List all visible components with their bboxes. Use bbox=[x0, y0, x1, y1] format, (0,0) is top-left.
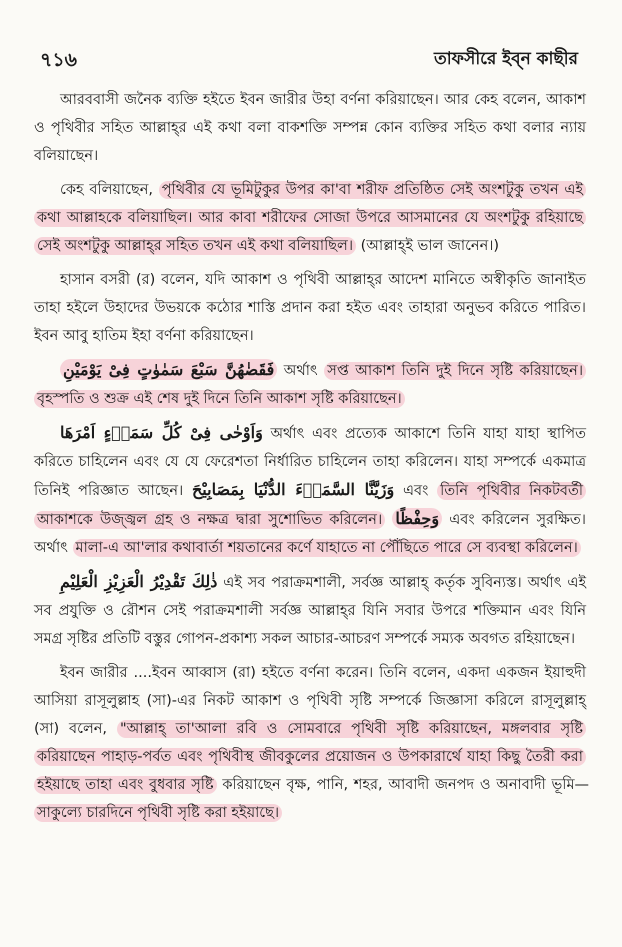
paragraph-7-mid: করিয়াছেন বৃক্ষ, পানি, শহর, আবাদী জনপদ ও অনাবাদী ভূমি— bbox=[216, 777, 590, 793]
paragraph-5 bbox=[34, 419, 586, 562]
paragraph-4-lead: অর্থাৎ bbox=[277, 363, 325, 379]
paragraph-4 bbox=[34, 356, 586, 413]
paragraph-2-lead: কেহ বলিয়াছেন, bbox=[60, 182, 159, 198]
running-title: তাফসীরে ইব্‌ন কাছীর bbox=[433, 49, 578, 69]
paragraph-7-lead: ইবন জারীর ....ইবন আব্বাস (রা) হইতে বর্ণনা করেন। তিনি বলেন, একদা একজন ইয়াহুদী আসিয়া রাসূলুল্লাহ (সা)-এর নিকট আকাশ ও পৃথিবী সৃষ্টি সম্পর্কে জিজ্ঞাসা করিলে রাসূলুল্লাহ্ (সা) বলেন, bbox=[34, 665, 586, 737]
paragraph-6 bbox=[34, 568, 586, 653]
paragraph-7 bbox=[34, 659, 590, 827]
arabic-word-protection: وَحِفْظًا bbox=[392, 508, 442, 529]
arabic-verse-seven-heavens: فَقَضٰهُنَّ سَبْعَ سَمٰوٰتٍ فِىْ يَوْمَيْنِ bbox=[60, 359, 277, 380]
paragraph-3 bbox=[34, 266, 586, 350]
highlight-kaba-earth-sky: পৃথিবীর যে ভূমিটুকুর উপর কা'বা শরীফ প্রতিষ্ঠিত সেই অংশটুকু তখন এই কথা আল্লাহকে বলিয়াছিল। আর কাবা শরীফের সোজা উপরে আসমানের যে অংশটুকু রহিয়াছে সেই অংশটুকু আল্লাহ্‌র সহিত তখন এই কথা বলিয়াছিল। bbox=[34, 181, 586, 255]
paragraph-1 bbox=[34, 86, 586, 170]
paragraph-5-text-b: এবং bbox=[394, 483, 438, 499]
page-number: ৭১৬ bbox=[40, 49, 78, 71]
paragraph-1-text: আরববাসী জনৈক ব্যক্তি হইতে ইবন জারীর উহা বর্ণনা করিয়াছেন। আর কেহ বলেন, আকাশ ও পৃথিবীর সহিত আল্লাহ্‌র এই কথা বলা বাকশক্তি সম্পন্ন কোন ব্যক্তির সহিত কথা বলার ন্যায় বলিয়াছেন। bbox=[34, 92, 586, 164]
paragraph-3-text: হাসান বসরী (র) বলেন, যদি আকাশ ও পৃথিবী আল্লাহ্‌র আদেশ মানিতে অস্বীকৃতি জানাইত তাহা হইলে উহাদের উভয়কে কঠোর শাস্তি প্রদান করা হইত এবং তাহারা অনুভব করিতে পারিত। ইবন আবু হাতিম ইহা বর্ণনা করিয়াছেন। bbox=[34, 272, 586, 344]
paragraph-6-text: এই সব পরাক্রমশালী, সর্বজ্ঞ আল্লাহ্ কর্তৃক সুবিন্যস্ত। অর্থাৎ এই সব প্রযুক্তি ও রৌশন সেই পরাক্রমশালী সর্বজ্ঞ আল্লাহ্‌র যিনি সবার উপরে শক্তিমান এবং যিনি সমগ্র সৃষ্টির প্রতিটি বস্তুর গোপন-প্রকাশ্য সকল আচার-আচরণ সম্পর্কে সম্যক অবগত রহিয়াছেন। bbox=[34, 575, 586, 647]
paragraph-2-tail: (আল্লাহ্‌ই ভাল জানেন।) bbox=[356, 238, 500, 254]
highlight-lower-heaven: তিনি পৃথিবীর নিকটবর্তী আকাশকে উজ্জ্বল গ্রহ ও নক্ষত্র দ্বারা সুশোভিত করিলেন। bbox=[34, 482, 586, 529]
paragraph-5-text-c: এবং করিলেন সুরক্ষিত। অর্থাৎ bbox=[34, 512, 586, 556]
arabic-verse-decree: ذٰلِكَ تَقْدِيْرُ الْعَزِيْزِ الْعَلِيْمِ bbox=[60, 572, 218, 591]
highlight-seven-heavens: সপ্ত আকাশ তিনি দুই দিনে সৃষ্টি করিয়াছেন। বৃহস্পতি ও শুক্র এই শেষ দুই দিনে তিনি আকাশ সৃষ্টি করিয়াছেন। bbox=[34, 362, 586, 408]
page-header bbox=[40, 46, 578, 76]
paragraph-2 bbox=[34, 176, 586, 260]
arabic-verse-adorned-lamps: وَزَيَّنَّا السَّمَاۤءَ الدُّنْيَا بِمَصَابِيْحَ bbox=[191, 480, 395, 499]
highlight-devils-barred: মালা-এ আ'লার কথাবার্তা শয়তানের কর্ণে যাহাতে না পৌঁছিতে পারে সে ব্যবস্থা করিলেন। bbox=[73, 539, 581, 557]
page-body bbox=[34, 86, 590, 833]
paragraph-5-text-a: অর্থাৎ এবং প্রত্যেক আকাশে তিনি যাহা যাহা স্থাপিত করিতে চাহিলেন এবং যে যে ফেরেশতা নির্ধারিত চাহিলেন তাহা করিলেন। যাহা সম্পর্কে একমাত্র তিনিই পরিজ্ঞাত আছেন। bbox=[34, 426, 586, 499]
arabic-verse-revealed-command: وَاَوْحٰى فِىْ كُلِّ سَمَاۤءٍ اَمْرَهَا bbox=[60, 423, 263, 442]
highlight-hadith-creation-days: "আল্লাহ্ তা'আলা রবি ও সোমবারে পৃথিবী সৃষ্টি করিয়াছেন, মঙ্গলবার সৃষ্টি করিয়াছেন পাহাড়-পর্বত এবং পৃথিবীস্থ জীবকুলের প্রয়োজন ও উপকারার্থে যাহা কিছু তৈরী করা হইয়াছে তাহা এবং বুধবার সৃষ্টি bbox=[34, 720, 586, 794]
highlight-four-days: সাকুল্যে চারদিনে পৃথিবী সৃষ্টি করা হইয়াছে। bbox=[34, 804, 282, 822]
